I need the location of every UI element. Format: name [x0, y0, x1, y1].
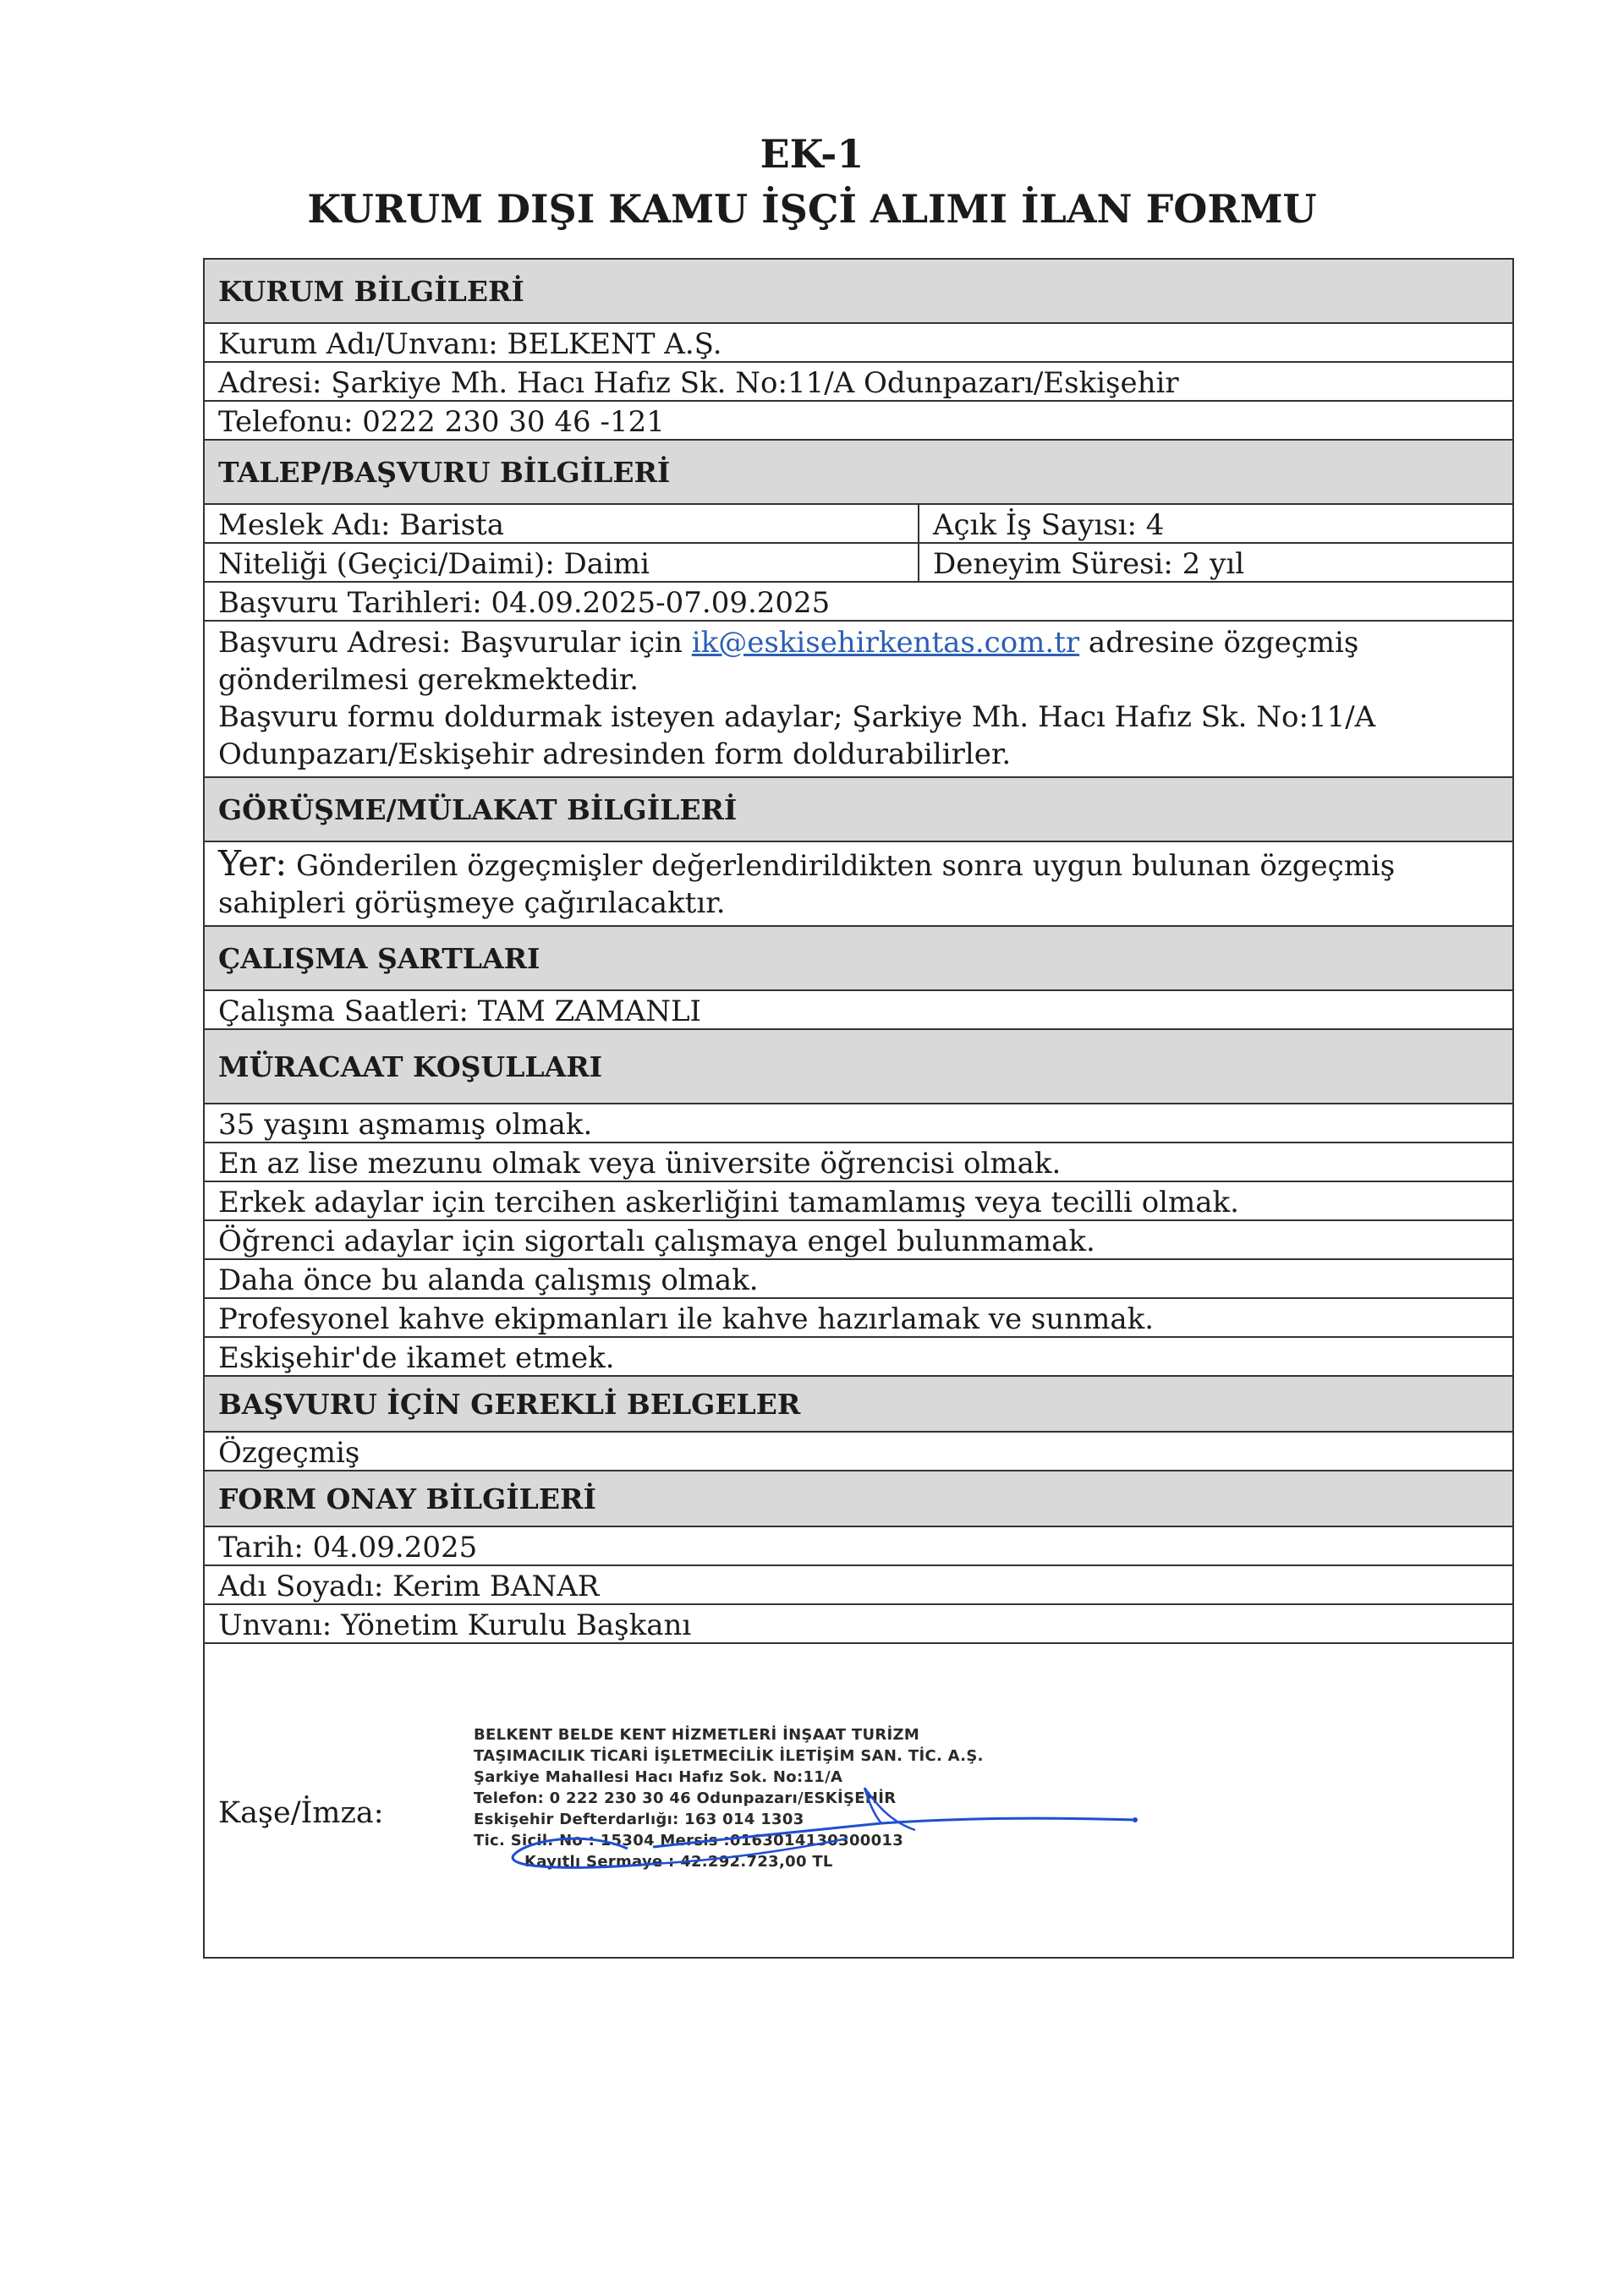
- list-item: Öğrenci adaylar için sigortalı çalışmaya engel bulunmamak.: [218, 1225, 1095, 1258]
- job-posting-form: [203, 258, 1514, 1959]
- list-item: Daha önce bu alanda çalışmış olmak.: [218, 1263, 759, 1297]
- stamp-line: BELKENT BELDE KENT HİZMETLERİ İNŞAAT TURİZM: [474, 1726, 920, 1744]
- section-calisma-heading: ÇALIŞMA ŞARTLARI: [205, 927, 1512, 991]
- basvuru-adresi-prefix: Başvuru Adresi: Başvurular için: [218, 626, 692, 660]
- stamp-line: TAŞIMACILIK TİCARİ İŞLETMECİLİK İLETİŞİM SAN. TİC. A.Ş.: [474, 1747, 984, 1765]
- kurum-telefon: Telefonu: 0222 230 30 46 -121: [218, 405, 665, 439]
- acik-is-sayisi: Açık İş Sayısı: 4: [933, 508, 1165, 542]
- belge-ozgecmis: Özgeçmiş: [218, 1436, 360, 1470]
- section-muracaat-heading: MÜRACAAT KOŞULLARI: [205, 1030, 1512, 1104]
- stamp-line: Eskişehir Defterdarlığı: 163 014 1303: [474, 1811, 804, 1828]
- basvuru-adresi: [205, 622, 1512, 776]
- gorusme-yer: [205, 842, 1512, 925]
- list-item: En az lise mezunu olmak veya üniversite öğrencisi olmak.: [218, 1147, 1062, 1181]
- list-item: 35 yaşını aşmamış olmak.: [218, 1108, 593, 1142]
- section-talep-heading: TALEP/BAŞVURU BİLGİLERİ: [205, 441, 1512, 505]
- kurum-adres: Adresi: Şarkiye Mh. Hacı Hafız Sk. No:11/A Odunpazarı/Eskişehir: [218, 366, 1179, 400]
- form-code: EK-1: [760, 131, 864, 177]
- section-kurum-heading: KURUM BİLGİLERİ: [205, 260, 1512, 324]
- signature-area: [205, 1644, 1512, 1957]
- kurum-adi: Kurum Adı/Unvanı: BELKENT A.Ş.: [218, 327, 722, 361]
- section-gorusme-heading: GÖRÜŞME/MÜLAKAT BİLGİLERİ: [205, 778, 1512, 842]
- section-belgeler-heading: BAŞVURU İÇİN GEREKLİ BELGELER: [205, 1377, 1512, 1433]
- meslek-adi: Meslek Adı: Barista: [205, 505, 919, 542]
- calisma-saatleri: Çalışma Saatleri: TAM ZAMANLI: [218, 995, 701, 1028]
- basvuru-tarihleri: Başvuru Tarihleri: 04.09.2025-07.09.2025: [218, 586, 831, 620]
- signature-scribble: [374, 1771, 1152, 1889]
- onay-adsoyad: Adı Soyadı: Kerim BANAR: [218, 1570, 600, 1603]
- list-item: Profesyonel kahve ekipmanları ile kahve hazırlamak ve sunmak.: [218, 1302, 1155, 1336]
- stamp-line: Kayıtlı Sermaye : 42.292.723,00 TL: [524, 1853, 833, 1871]
- email-link[interactable]: ik@eskisehirkentas.com.tr: [691, 626, 1080, 660]
- list-item: Erkek adaylar için tercihen askerliğini tamamlamış veya tecilli olmak.: [218, 1186, 1239, 1219]
- onay-tarih: Tarih: 04.09.2025: [218, 1531, 478, 1564]
- onay-unvan: Unvanı: Yönetim Kurulu Başkanı: [218, 1608, 692, 1642]
- stamp-line: Telefon: 0 222 230 30 46 Odunpazarı/ESKİŞEHİR: [474, 1789, 897, 1807]
- basvuru-formu-text: Başvuru formu doldurmak isteyen adaylar; Şarkiye Mh. Hacı Hafız Sk. No:11/A Odunpazarı/Eskişehir adresinden form doldurabilirler.: [218, 700, 1376, 771]
- stamp-line: Tic. Sicil. No : 15304 Mersis :0163014130300013: [474, 1832, 904, 1849]
- section-onay-heading: FORM ONAY BİLGİLERİ: [205, 1471, 1512, 1527]
- list-item: Eskişehir'de ikamet etmek.: [218, 1341, 615, 1375]
- yer-text: Gönderilen özgeçmişler değerlendirildikten sonra uygun bulunan özgeçmiş sahipleri görüşmeye çağırılacaktır.: [218, 849, 1396, 920]
- yer-label: Yer:: [218, 843, 288, 884]
- basvuru-adresi-suffix: adresine özgeçmiş gönderilmesi gerekmektedir.: [218, 626, 1359, 697]
- stamp-line: Şarkiye Mahallesi Hacı Hafız Sok. No:11/A: [474, 1768, 843, 1786]
- page-title: KURUM DIŞI KAMU İŞÇİ ALIMI İLAN FORMU: [307, 186, 1317, 232]
- deneyim-suresi: Deneyim Süresi: 2 yıl: [933, 547, 1245, 581]
- kase-imza-label: Kaşe/İmza:: [218, 1796, 384, 1830]
- niteligi: Niteliği (Geçici/Daimi): Daimi: [205, 544, 919, 581]
